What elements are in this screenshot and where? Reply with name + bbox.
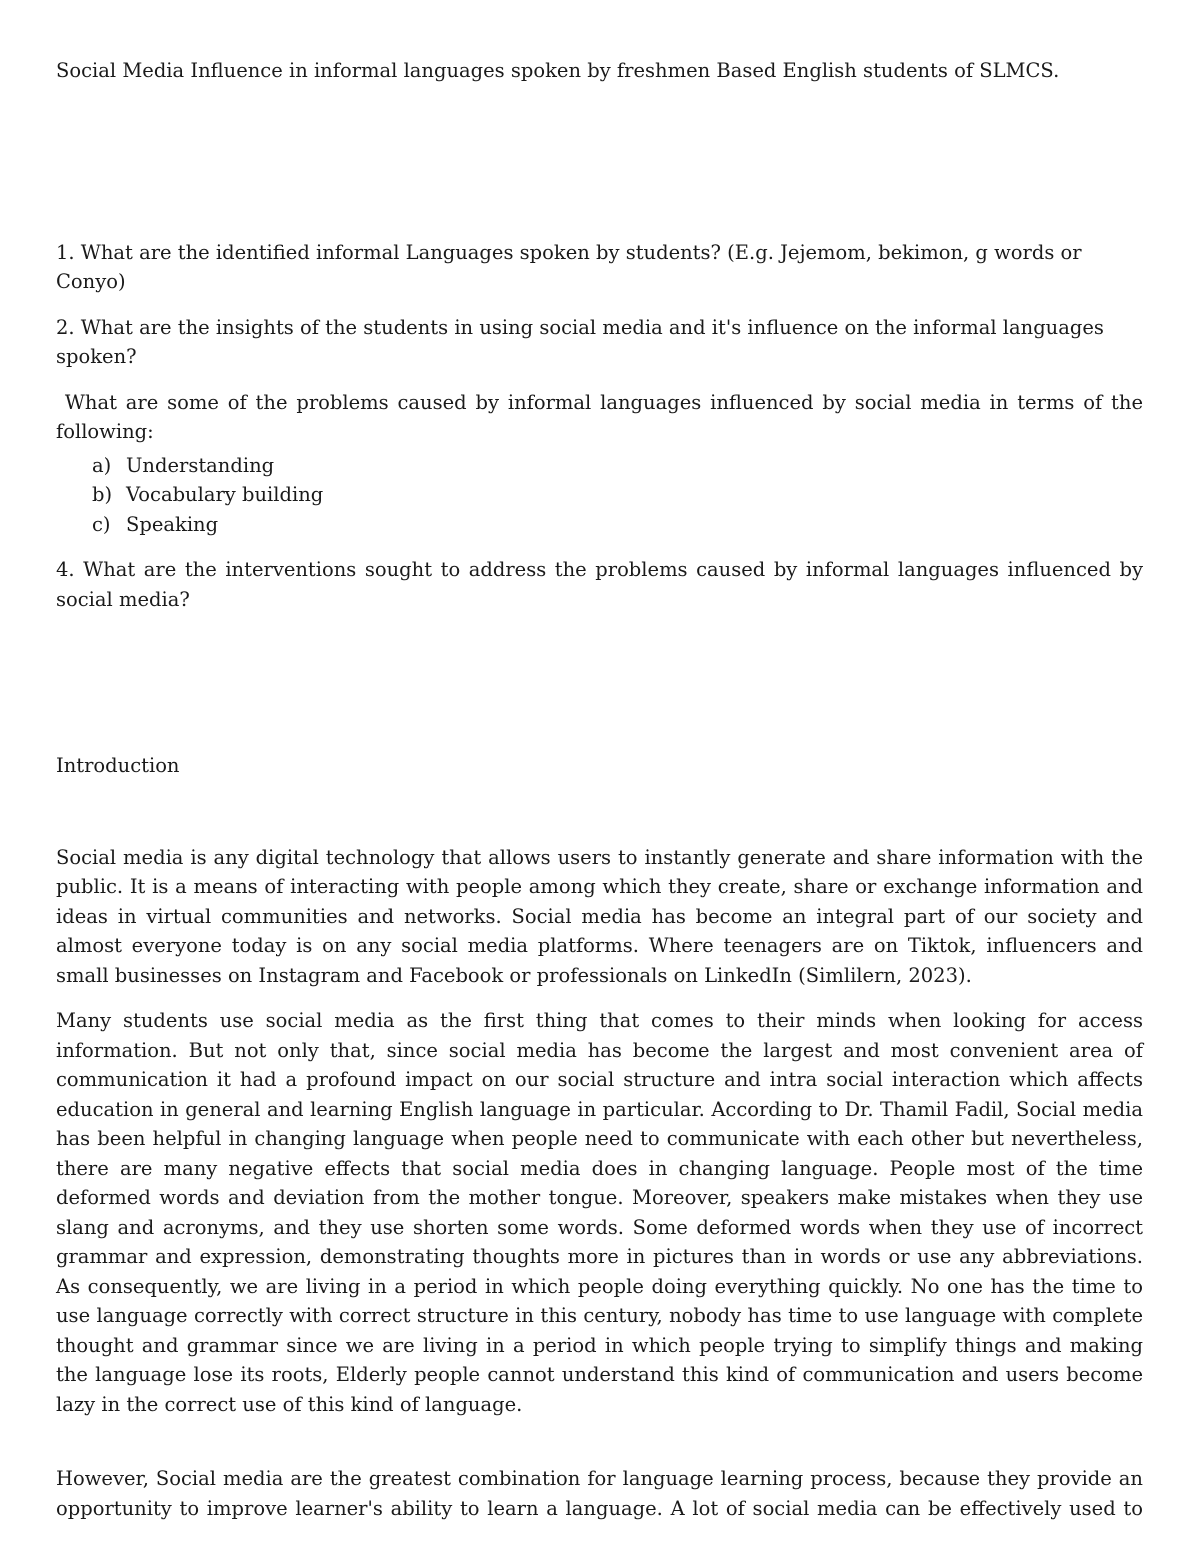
list-item-text: Vocabulary building — [126, 483, 324, 506]
question-2: 2. What are the insights of the students in using social media and it's influence on the informal languages spoken? — [56, 315, 1104, 368]
introduction-paragraph-1: Social media is any digital technology that allows users to instantly generate and share information with the public. It is a means of interacting with people among which they create, share or exchange information and ideas in virtual communities and networks. Social media has become an integral part of our society and almost everyone today is on any social media platforms. Where teenagers are on Tiktok, influencers and small businesses on Instagram and Facebook or professionals on LinkedIn (Simlilern, 2023). — [56, 845, 1143, 987]
introduction-heading: Introduction — [56, 754, 180, 777]
question-1: 1. What are the identified informal Languages spoken by students? (E.g. Jejemom, bekimon, g words or Conyo) — [56, 240, 1082, 293]
question-3: What are some of the problems caused by informal languages influenced by social media in terms of the following: — [56, 390, 1150, 443]
list-marker: a) — [92, 453, 112, 477]
list-marker: c) — [92, 512, 111, 536]
list-item-text: Speaking — [126, 512, 219, 536]
introduction-paragraph-3: However, Social media are the greatest combination for language learning process, because they provide an opportunity to improve learner's ability to learn a language. A lot of social media can be effectively used to — [56, 1467, 1143, 1520]
list-item — [92, 510, 1143, 540]
list-item — [92, 451, 1143, 481]
list-item — [92, 480, 1143, 510]
document-title: Social Media Influence in informal languages spoken by freshmen Based English students of SLMCS. — [56, 59, 1060, 82]
document-page — [56, 56, 1150, 1523]
introduction-paragraph-2: Many students use social media as the first thing that comes to their minds when looking for access information. But not only that, since social media has become the largest and most convenient area of communication it had a profound impact on our social structure and intra social interaction which affects education in general and learning English language in particular. According to Dr. Thamil Fadil, Social media has been helpful in changing language when people need to communicate with each other but nevertheless, there are many negative effects that social media does in changing language. People most of the time deformed words and deviation from the mother tongue. Moreover, speakers make mistakes when they use slang and acronyms, and they use shorten some words. Some deformed words when they use of incorrect grammar and expression, demonstrating thoughts more in pictures than in words or use any abbreviations. As consequently, we are living in a period in which people doing everything quickly. No one has the time to use language correctly with correct structure in this century, nobody has time to use language with complete thought and grammar since we are living in a period in which people trying to simplify things and making the language lose its roots, Elderly people cannot understand this kind of communication and users become lazy in the correct use of this kind of language. — [56, 1009, 1143, 1416]
question-3-sublist — [56, 451, 1143, 540]
list-item-text: Understanding — [126, 453, 275, 477]
list-marker: b) — [92, 483, 113, 506]
question-4: 4. What are the interventions sought to address the problems caused by informal languages influenced by social media? — [56, 558, 1143, 611]
